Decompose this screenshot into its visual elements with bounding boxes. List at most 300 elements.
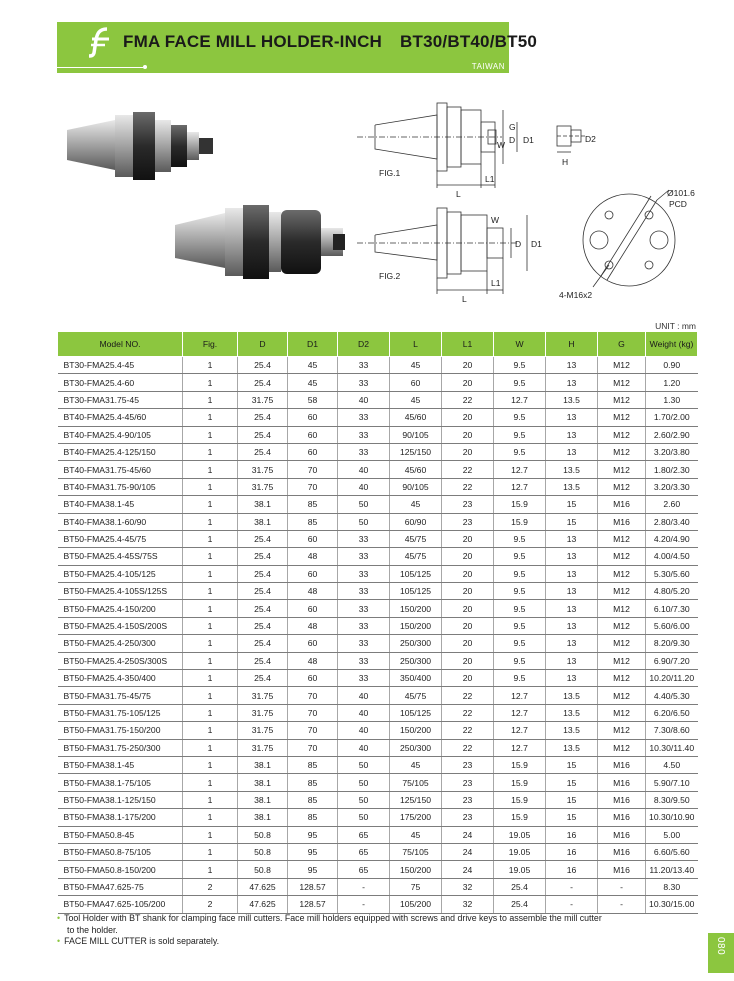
table-row (58, 443, 698, 460)
table-cell: BT50-FMA50.8-45 (58, 826, 183, 843)
fig2-drawing (357, 208, 527, 294)
table-cell: 1 (183, 409, 238, 426)
table-cell: BT50-FMA25.4-150S/200S (58, 617, 183, 634)
table-cell: 13 (546, 635, 598, 652)
table-cell: 15.9 (494, 774, 546, 791)
table-cell: 2.60/2.90 (646, 426, 698, 443)
table-cell: 1 (183, 722, 238, 739)
table-cell: 33 (338, 426, 390, 443)
table-cell: 1 (183, 861, 238, 878)
table-cell: 22 (442, 461, 494, 478)
table-cell: 12.7 (494, 739, 546, 756)
table-cell: 45 (288, 357, 338, 374)
table-cell: 250/300 (390, 652, 442, 669)
table-cell: 33 (338, 600, 390, 617)
table-cell: 40 (338, 478, 390, 495)
fig1-label: FIG.1 (379, 168, 401, 178)
table-cell: 13 (546, 357, 598, 374)
table-cell: 9.5 (494, 652, 546, 669)
table-cell: 150/200 (390, 722, 442, 739)
table-cell: 1 (183, 809, 238, 826)
table-cell: 23 (442, 791, 494, 808)
table-cell: 25.4 (494, 896, 546, 913)
dim-d: D (509, 135, 516, 145)
table-cell: 85 (288, 774, 338, 791)
table-cell: 60 (288, 443, 338, 460)
table-row (58, 565, 698, 582)
table-cell: 13 (546, 652, 598, 669)
table-cell: 15 (546, 756, 598, 773)
table-cell: 33 (338, 374, 390, 391)
table-cell: M16 (598, 826, 646, 843)
table-cell: 25.4 (238, 426, 288, 443)
table-cell: 15.9 (494, 513, 546, 530)
table-cell: 33 (338, 635, 390, 652)
dim-w-2: W (491, 215, 500, 225)
table-cell: 48 (288, 652, 338, 669)
table-cell: 38.1 (238, 756, 288, 773)
table-cell: BT50-FMA47.625-75 (58, 878, 183, 895)
table-cell: 31.75 (238, 704, 288, 721)
table-row (58, 548, 698, 565)
table-cell: 1 (183, 374, 238, 391)
table-cell: 0.90 (646, 357, 698, 374)
table-cell: BT50-FMA25.4-45S/75S (58, 548, 183, 565)
table-row (58, 809, 698, 826)
note-1-text: Tool Holder with BT shank for clamping face mill cutters. Face mill holders equipped with screws and drive keys to assemble the mill cutter (64, 913, 602, 923)
table-cell: BT40-FMA25.4-90/105 (58, 426, 183, 443)
table-cell: 65 (338, 826, 390, 843)
table-cell: 20 (442, 652, 494, 669)
table-cell: 1 (183, 791, 238, 808)
table-cell: 60 (288, 670, 338, 687)
table-cell: 95 (288, 826, 338, 843)
table-cell: 20 (442, 670, 494, 687)
table-cell: 40 (338, 722, 390, 739)
table-cell: 9.5 (494, 583, 546, 600)
table-cell: BT50-FMA31.75-150/200 (58, 722, 183, 739)
dim-h: H (562, 157, 569, 167)
table-cell: 60 (288, 600, 338, 617)
table-cell: 350/400 (390, 670, 442, 687)
table-cell: 15 (546, 809, 598, 826)
series-text: BT30/BT40/BT50 (400, 32, 538, 51)
table-cell: 13.5 (546, 704, 598, 721)
table-cell: BT50-FMA25.4-105/125 (58, 565, 183, 582)
table-cell: 20 (442, 374, 494, 391)
table-row (58, 826, 698, 843)
column-header: D1 (288, 332, 338, 357)
table-cell: 4.80/5.20 (646, 583, 698, 600)
table-cell: 13.5 (546, 722, 598, 739)
table-cell: 90/105 (390, 478, 442, 495)
table-cell: M12 (598, 357, 646, 374)
table-cell: M16 (598, 791, 646, 808)
table-cell: M12 (598, 687, 646, 704)
table-cell: 45/60 (390, 461, 442, 478)
table-cell: 7.30/8.60 (646, 722, 698, 739)
table-cell: 13 (546, 565, 598, 582)
table-cell: BT50-FMA38.1-75/105 (58, 774, 183, 791)
table-cell: 60 (390, 374, 442, 391)
table-row (58, 357, 698, 374)
table-cell: 1 (183, 687, 238, 704)
table-cell: 3.20/3.80 (646, 443, 698, 460)
table-cell: 9.5 (494, 426, 546, 443)
table-cell: 23 (442, 756, 494, 773)
column-header: G (598, 332, 646, 357)
table-cell: 25.4 (238, 374, 288, 391)
table-cell: M12 (598, 409, 646, 426)
brand-logo-icon (85, 26, 117, 58)
table-cell: 13 (546, 670, 598, 687)
table-cell: 20 (442, 443, 494, 460)
table-cell: 33 (338, 565, 390, 582)
table-cell: M12 (598, 617, 646, 634)
table-row (58, 774, 698, 791)
table-cell: 24 (442, 861, 494, 878)
table-cell: 4.00/4.50 (646, 548, 698, 565)
table-cell: 33 (338, 548, 390, 565)
table-cell: - (598, 896, 646, 913)
table-cell: 8.20/9.30 (646, 635, 698, 652)
table-cell: 25.4 (238, 617, 288, 634)
note-1 (57, 913, 697, 925)
table-cell: 1 (183, 774, 238, 791)
table-cell: 1.30 (646, 391, 698, 408)
holder-photo-2 (175, 205, 345, 279)
table-cell: 1 (183, 670, 238, 687)
table-cell: 12.7 (494, 687, 546, 704)
table-cell: 60/90 (390, 513, 442, 530)
table-cell: M12 (598, 722, 646, 739)
table-cell: M16 (598, 756, 646, 773)
column-header: Model NO. (58, 332, 183, 357)
holder-photo-1 (67, 112, 213, 180)
table-cell: 9.5 (494, 548, 546, 565)
page-header (57, 22, 538, 74)
table-cell: 50 (338, 513, 390, 530)
table-row (58, 722, 698, 739)
origin-label: TAIWAN (471, 62, 505, 71)
table-header (58, 332, 698, 357)
table-row (58, 600, 698, 617)
table-cell: 75 (390, 878, 442, 895)
table-cell: 15 (546, 513, 598, 530)
table-cell: 9.5 (494, 357, 546, 374)
subbar-dot (143, 65, 147, 69)
table-cell: 60 (288, 409, 338, 426)
table-row (58, 426, 698, 443)
table-cell: 23 (442, 496, 494, 513)
table-cell: 1 (183, 513, 238, 530)
table-cell: 15.9 (494, 809, 546, 826)
unit-label: UNIT : mm (655, 321, 696, 331)
table-cell: 1.20 (646, 374, 698, 391)
table-cell: 32 (442, 878, 494, 895)
table-cell: 105/125 (390, 583, 442, 600)
table-cell: 50 (338, 774, 390, 791)
table-cell: M12 (598, 583, 646, 600)
table-cell: 1 (183, 704, 238, 721)
table-cell: 95 (288, 843, 338, 860)
table-cell: BT50-FMA25.4-250S/300S (58, 652, 183, 669)
table-cell: 40 (338, 461, 390, 478)
table-cell: 60 (288, 565, 338, 582)
table-cell: 1 (183, 617, 238, 634)
table-cell: 1 (183, 652, 238, 669)
table-cell: 9.5 (494, 374, 546, 391)
table-cell: 13.5 (546, 739, 598, 756)
table-cell: 38.1 (238, 791, 288, 808)
table-cell: 32 (442, 896, 494, 913)
table-cell: 45 (390, 496, 442, 513)
table-cell: 45 (288, 374, 338, 391)
table-row (58, 513, 698, 530)
column-header: L1 (442, 332, 494, 357)
table-cell: 25.4 (238, 565, 288, 582)
table-cell: 20 (442, 409, 494, 426)
table-cell: 1 (183, 565, 238, 582)
table-cell: BT50-FMA38.1-175/200 (58, 809, 183, 826)
table-cell: 2.60 (646, 496, 698, 513)
table-cell: 70 (288, 739, 338, 756)
table-cell: M12 (598, 565, 646, 582)
table-cell: 48 (288, 583, 338, 600)
table-cell: 31.75 (238, 722, 288, 739)
dim-l: L (456, 189, 461, 199)
table-cell: 50.8 (238, 843, 288, 860)
table-cell: 1 (183, 739, 238, 756)
table-cell: 13.5 (546, 687, 598, 704)
table-cell: 25.4 (238, 652, 288, 669)
table-cell: 4.50 (646, 756, 698, 773)
table-cell: 6.90/7.20 (646, 652, 698, 669)
table-cell: 250/300 (390, 635, 442, 652)
fig1-labels (379, 122, 596, 199)
table-cell: 20 (442, 548, 494, 565)
table-cell: 12.7 (494, 704, 546, 721)
table-cell: 31.75 (238, 739, 288, 756)
note-2 (57, 936, 697, 948)
table-row (58, 791, 698, 808)
table-row (58, 374, 698, 391)
table-cell: 45/60 (390, 409, 442, 426)
table-cell: 5.60/6.00 (646, 617, 698, 634)
table-cell: 13.5 (546, 461, 598, 478)
table-cell: BT50-FMA31.75-250/300 (58, 739, 183, 756)
table-cell: 20 (442, 600, 494, 617)
table-row (58, 391, 698, 408)
table-cell: 45 (390, 826, 442, 843)
table-cell: 15 (546, 496, 598, 513)
table-cell: 25.4 (238, 600, 288, 617)
table-cell: 25.4 (238, 357, 288, 374)
table-cell: BT40-FMA31.75-45/60 (58, 461, 183, 478)
table-cell: M12 (598, 461, 646, 478)
fig2-labels (379, 215, 542, 304)
table-cell: 13 (546, 600, 598, 617)
table-row (58, 878, 698, 895)
table-cell: 15.9 (494, 756, 546, 773)
table-cell: 9.5 (494, 670, 546, 687)
table-cell: 13.5 (546, 391, 598, 408)
table-cell: M16 (598, 774, 646, 791)
table-cell: BT30-FMA25.4-60 (58, 374, 183, 391)
table-cell: 13 (546, 617, 598, 634)
table-cell: 45/75 (390, 548, 442, 565)
table-row (58, 652, 698, 669)
table-cell: 19.05 (494, 861, 546, 878)
table-cell: 15 (546, 791, 598, 808)
table-cell: - (546, 878, 598, 895)
table-cell: 2 (183, 896, 238, 913)
table-cell: 38.1 (238, 774, 288, 791)
table-cell: 1.70/2.00 (646, 409, 698, 426)
table-cell: 105/125 (390, 565, 442, 582)
table-cell: 15.9 (494, 496, 546, 513)
dim-d-2: D (515, 239, 522, 249)
table-cell: 70 (288, 461, 338, 478)
table-cell: 1 (183, 391, 238, 408)
table-cell: 48 (288, 617, 338, 634)
table-cell: M12 (598, 391, 646, 408)
table-cell: 12.7 (494, 478, 546, 495)
table-cell: 10.30/10.90 (646, 809, 698, 826)
table-cell: 75/105 (390, 774, 442, 791)
table-cell: M12 (598, 704, 646, 721)
table-cell: M12 (598, 478, 646, 495)
table-cell: 33 (338, 409, 390, 426)
page-number-tab (708, 933, 734, 973)
dim-l1: L1 (485, 174, 495, 184)
table-cell: 1 (183, 583, 238, 600)
table-cell: 20 (442, 565, 494, 582)
table-cell: 128.57 (288, 896, 338, 913)
table-cell: BT50-FMA38.1-45 (58, 756, 183, 773)
table-row (58, 478, 698, 495)
table-row (58, 409, 698, 426)
table-cell: 175/200 (390, 809, 442, 826)
table-cell: 10.30/15.00 (646, 896, 698, 913)
table-cell: M16 (598, 843, 646, 860)
table-cell: 19.05 (494, 843, 546, 860)
table-cell: 13 (546, 583, 598, 600)
table-cell: 50 (338, 809, 390, 826)
table-cell: 1 (183, 426, 238, 443)
table-row (58, 739, 698, 756)
table-cell: 33 (338, 583, 390, 600)
dim-d1-2: D1 (531, 239, 542, 249)
table-cell: 15 (546, 774, 598, 791)
pcd-label: PCD (669, 199, 687, 209)
table-cell: 65 (338, 843, 390, 860)
table-cell: 23 (442, 809, 494, 826)
table-cell: 20 (442, 357, 494, 374)
table-cell: 47.625 (238, 896, 288, 913)
table-cell: 5.00 (646, 826, 698, 843)
table-row (58, 530, 698, 547)
table-cell: 58 (288, 391, 338, 408)
subbar-line (57, 67, 143, 68)
table-cell: 9.5 (494, 600, 546, 617)
table-cell: 1 (183, 443, 238, 460)
table-cell: 13 (546, 530, 598, 547)
table-cell: - (338, 896, 390, 913)
table-cell: 9.5 (494, 617, 546, 634)
table-cell: 4.40/5.30 (646, 687, 698, 704)
table-cell: 25.4 (238, 583, 288, 600)
table-cell: 33 (338, 670, 390, 687)
table-cell: 22 (442, 722, 494, 739)
table-cell: 25.4 (238, 443, 288, 460)
note-2-text: FACE MILL CUTTER is sold separately. (64, 936, 220, 946)
table-cell: 25.4 (238, 530, 288, 547)
table-cell: 70 (288, 478, 338, 495)
table-cell: 85 (288, 809, 338, 826)
table-cell: 20 (442, 583, 494, 600)
table-cell: 6.10/7.30 (646, 600, 698, 617)
table-cell: 25.4 (238, 635, 288, 652)
bullet-icon: • (57, 913, 61, 923)
table-cell: BT50-FMA50.8-75/105 (58, 843, 183, 860)
table-cell: 48 (288, 548, 338, 565)
table-cell: 11.20/13.40 (646, 861, 698, 878)
table-row (58, 756, 698, 773)
table-cell: BT50-FMA50.8-150/200 (58, 861, 183, 878)
table-cell: 70 (288, 704, 338, 721)
table-cell: 13.5 (546, 478, 598, 495)
table-cell: M16 (598, 496, 646, 513)
table-row (58, 496, 698, 513)
title-text: FMA FACE MILL HOLDER-INCH (123, 32, 383, 51)
dim-w: W (497, 140, 506, 150)
table-cell: 33 (338, 652, 390, 669)
table-row (58, 635, 698, 652)
table-cell: 31.75 (238, 391, 288, 408)
table-cell: BT50-FMA47.625-105/200 (58, 896, 183, 913)
table-cell: 13 (546, 548, 598, 565)
table-cell: 40 (338, 391, 390, 408)
dim-l-2: L (462, 294, 467, 304)
table-cell: 22 (442, 478, 494, 495)
table-cell: 60 (288, 530, 338, 547)
table-cell: M12 (598, 652, 646, 669)
table-row (58, 861, 698, 878)
table-cell: 25.4 (238, 409, 288, 426)
table-cell: BT40-FMA31.75-90/105 (58, 478, 183, 495)
table-cell: 5.30/5.60 (646, 565, 698, 582)
table-cell: 85 (288, 791, 338, 808)
table-cell: 150/200 (390, 600, 442, 617)
table-cell: 40 (338, 704, 390, 721)
table-cell: BT50-FMA25.4-105S/125S (58, 583, 183, 600)
table-cell: 150/200 (390, 617, 442, 634)
table-cell: 9.5 (494, 565, 546, 582)
table-cell: M16 (598, 513, 646, 530)
table-cell: M12 (598, 374, 646, 391)
table-cell: 1 (183, 496, 238, 513)
table-cell: 13 (546, 426, 598, 443)
table-cell: 10.20/11.20 (646, 670, 698, 687)
column-header: D2 (338, 332, 390, 357)
column-header: Fig. (183, 332, 238, 357)
table-cell: 90/105 (390, 426, 442, 443)
table-cell: 9.5 (494, 409, 546, 426)
table-cell: BT40-FMA38.1-60/90 (58, 513, 183, 530)
table-cell: 22 (442, 391, 494, 408)
table-cell: 9.5 (494, 530, 546, 547)
